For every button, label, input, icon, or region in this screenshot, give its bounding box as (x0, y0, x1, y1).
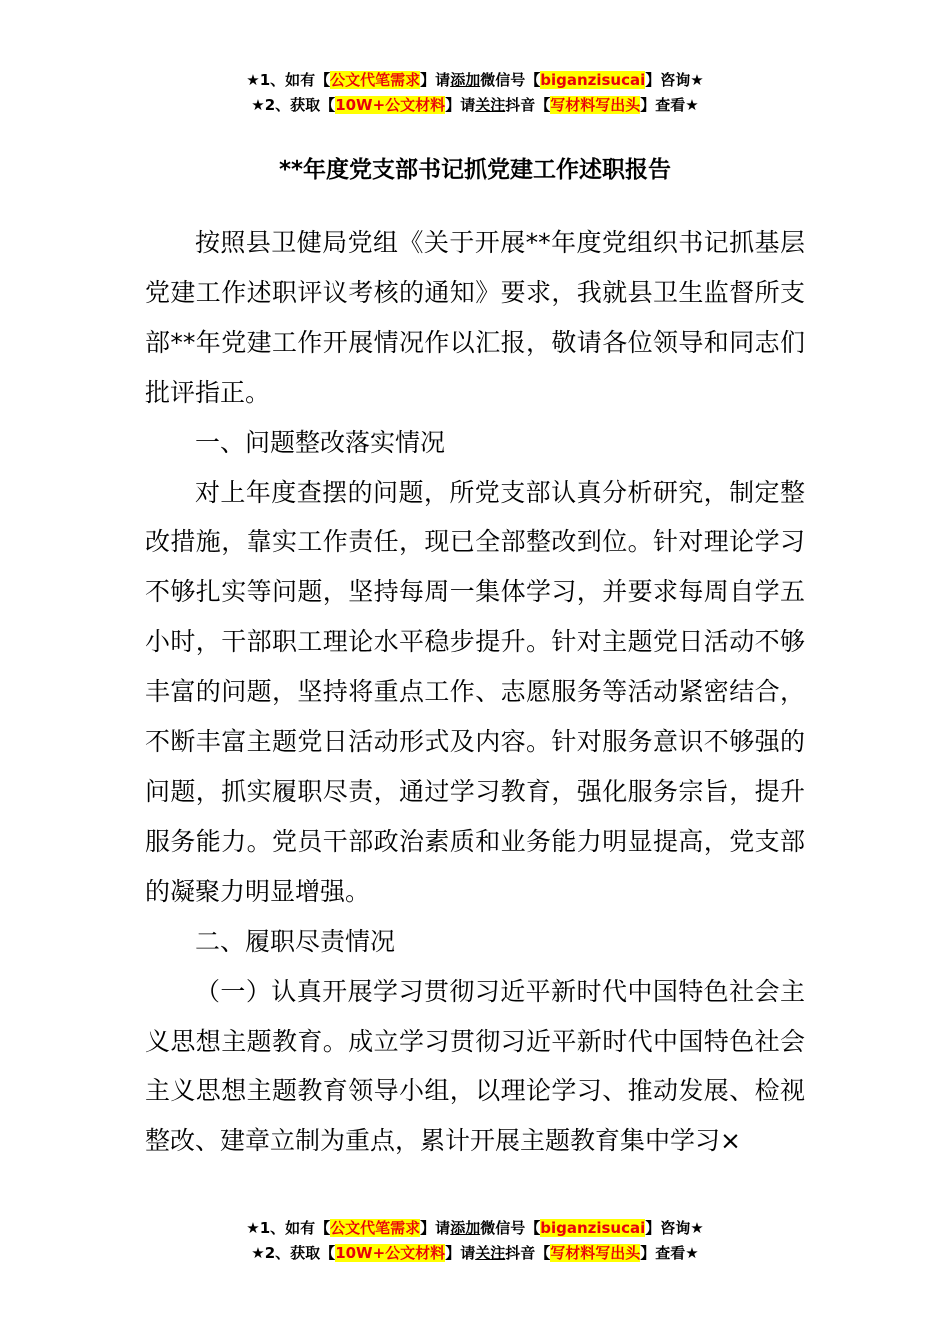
banner-highlight: 公文代笔需求 (330, 71, 421, 89)
banner-highlight: 公文代笔需求 (330, 1219, 421, 1237)
section-heading-1: 一、问题整改落实情况 (195, 427, 446, 457)
banner-line-2 (0, 93, 950, 118)
banner-highlight: 10W+公文材料 (335, 1244, 446, 1262)
document-title: **年度党支部书记抓党建工作述职报告 (278, 157, 672, 183)
banner-highlight: 10W+公文材料 (335, 96, 446, 114)
banner-line-2 (0, 1241, 950, 1266)
banner-text: 】咨询★ (645, 71, 704, 89)
banner-text: 】请 (445, 1244, 476, 1262)
banner-line-1 (0, 1216, 950, 1241)
banner-underlined: 关注 (475, 96, 506, 114)
banner-text: 】请 (420, 71, 451, 89)
document-body (145, 218, 805, 1166)
banner-text: 抖音【 (505, 96, 551, 114)
banner-text: 】查看★ (640, 1244, 699, 1262)
banner-text: ★2、获取【 (251, 1244, 336, 1262)
banner-underlined: 添加 (450, 1219, 481, 1237)
footer-banner (0, 1216, 950, 1266)
section-heading-2: 二、履职尽责情况 (195, 926, 396, 956)
banner-text: 】查看★ (640, 96, 699, 114)
banner-text: 微信号【 (480, 71, 541, 89)
paragraph-theme-education: （一）认真开展学习贯彻习近平新时代中国特色社会主义思想主题教育。成立学习贯彻习近平新时代中国特色社会主义思想主题教育领导小组，以理论学习、推动发展、检视整改、建章立制为重点，累计开展主题教育集中学习× (145, 976, 805, 1156)
banner-text: 微信号【 (480, 1219, 541, 1237)
banner-highlight-douyin: 写材料写出头 (550, 96, 641, 114)
banner-underlined: 添加 (450, 71, 481, 89)
header-banner (0, 68, 950, 118)
paragraph-intro: 按照县卫健局党组《关于开展**年度党组织书记抓基层党建工作述职评议考核的通知》要求，我就县卫生监督所支部**年党建工作开展情况作以汇报，敬请各位领导和同志们批评指正。 (145, 228, 805, 407)
banner-text: 】请 (420, 1219, 451, 1237)
banner-highlight-wechat: biganzisucai (540, 71, 646, 89)
banner-highlight-douyin: 写材料写出头 (550, 1244, 641, 1262)
paragraph-rectification: 对上年度查摆的问题，所党支部认真分析研究，制定整改措施，靠实工作责任，现已全部整改到位。针对理论学习不够扎实等问题，坚持每周一集体学习，并要求每周自学五小时，干部职工理论水平稳步提升。针对主题党日活动不够丰富的问题，坚持将重点工作、志愿服务等活动紧密结合，不断丰富主题党日活动形式及内容。针对服务意识不够强的问题，抓实履职尽责，通过学习教育，强化服务宗旨，提升服务能力。党员干部政治素质和业务能力明显提高，党支部的凝聚力明显增强。 (145, 477, 805, 906)
banner-text: ★2、获取【 (251, 96, 336, 114)
banner-line-1 (0, 68, 950, 93)
banner-underlined: 关注 (475, 1244, 506, 1262)
banner-text: 抖音【 (505, 1244, 551, 1262)
banner-highlight-wechat: biganzisucai (540, 1219, 646, 1237)
banner-text: ★1、如有【 (246, 1219, 331, 1237)
banner-text: 】请 (445, 96, 476, 114)
banner-text: 】咨询★ (645, 1219, 704, 1237)
banner-text: ★1、如有【 (246, 71, 331, 89)
